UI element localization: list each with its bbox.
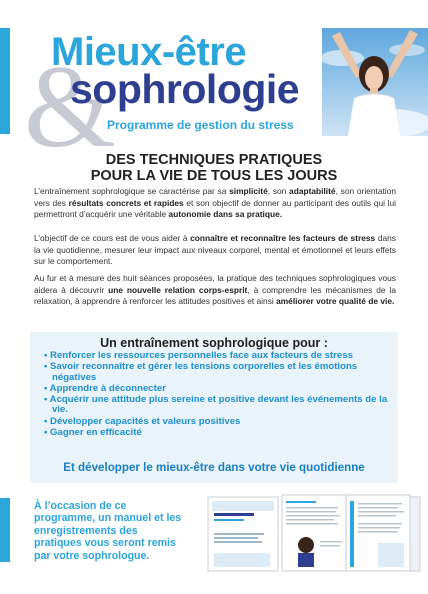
booklets-icon <box>206 493 422 573</box>
benefit-text: Savoir reconnaître et gérer les tensions corporelles et les émotions négatives <box>50 361 358 383</box>
woman-stretching-photo <box>322 28 428 136</box>
benefit-item <box>42 428 394 439</box>
paragraph-intro <box>34 186 396 221</box>
p1-bold-1: simplicité <box>229 186 268 196</box>
paragraph-objective <box>34 233 396 268</box>
p1-text-2: , son <box>267 186 290 196</box>
ampersand-logo: & <box>24 41 116 172</box>
benefits-closing: Et développer le mieux-être dans votre vie quotidienne <box>63 461 365 474</box>
p1-bold-3: résultats concrets et rapides <box>68 197 184 208</box>
benefits-list <box>42 351 394 439</box>
title-line2: sophrologie <box>70 66 300 112</box>
bullet-icon: • <box>44 382 50 394</box>
title-line1: Mieux-être <box>51 30 247 74</box>
bullet-icon: • <box>44 415 51 427</box>
woman-silhouette-icon <box>322 28 428 136</box>
bullet-icon: • <box>44 393 50 405</box>
benefit-item <box>42 417 394 428</box>
benefit-item <box>42 362 394 383</box>
p2-bold-1: connaître et reconnaître les facteurs de stress <box>190 233 376 243</box>
benefit-text: Apprendre à déconnecter <box>49 382 166 394</box>
subtitle: Programme de gestion du stress <box>107 118 294 132</box>
benefit-text: Renforcer les ressources personnelles face aux facteurs de stress <box>50 350 353 361</box>
bullet-icon: • <box>44 426 51 438</box>
p1-text-4: et son objectif de donner au participant des outils qui lui permettront d’acquérir une véritable <box>34 197 397 219</box>
p2-text-1: L’objectif de ce cours est de vous aider à <box>34 233 191 243</box>
bullet-icon: • <box>44 350 51 361</box>
bottom-accent-bar <box>0 498 10 562</box>
manual-booklets-illustration <box>206 493 422 573</box>
benefits-title: Un entraînement sophrologique pour : <box>100 336 328 350</box>
p1-text-1: L’entraînement sophrologique se caractérise par sa <box>34 186 230 196</box>
headline-line1: DES TECHNIQUES PRATIQUES <box>105 152 323 168</box>
p1-text-3: , son orientation vers des <box>34 186 396 208</box>
p1-bold-4: autonomie dans sa pratique. <box>168 209 283 219</box>
p1-bold-2: adaptabilité <box>289 186 336 196</box>
paragraph-sessions <box>34 273 396 308</box>
p2-text-2: dans la vie quotidienne, mesurer leur impact aux niveaux corporel, mental et émotionnel et leurs effets sur le comportement. <box>34 233 396 266</box>
p3-bold-1: une nouvelle relation corps-esprit <box>108 284 248 295</box>
bullet-icon: • <box>44 361 51 373</box>
section-headline <box>60 152 368 184</box>
manual-notice: À l’occasion de ce programme, un manuel et les enregistrements des pratiques vous seront remis par votre sophrologue. <box>34 500 182 562</box>
benefit-text: Développer capacités et valeurs positives <box>50 415 241 427</box>
top-accent-bar <box>0 28 10 134</box>
benefit-item <box>42 384 394 395</box>
p3-text-1: Au fur et à mesure des huit séances proposées, la pratique des techniques sophrologiques vous aidera à découvrir <box>34 273 396 295</box>
p3-bold-2: améliorer votre qualité de vie. <box>276 296 395 306</box>
benefit-text: Gagner en efficacité <box>50 426 142 438</box>
headline-line2: POUR LA VIE DE TOUS LES JOURS <box>90 168 338 184</box>
benefit-item <box>42 351 394 362</box>
benefit-text: Acquérir une attitude plus sereine et positive devant les événements de la vie. <box>49 393 388 416</box>
p3-text-2: , à comprendre les mécanismes de la relaxation, à apprendre à renforcer les attitudes positives et ainsi <box>34 284 396 306</box>
benefit-item <box>42 395 394 416</box>
